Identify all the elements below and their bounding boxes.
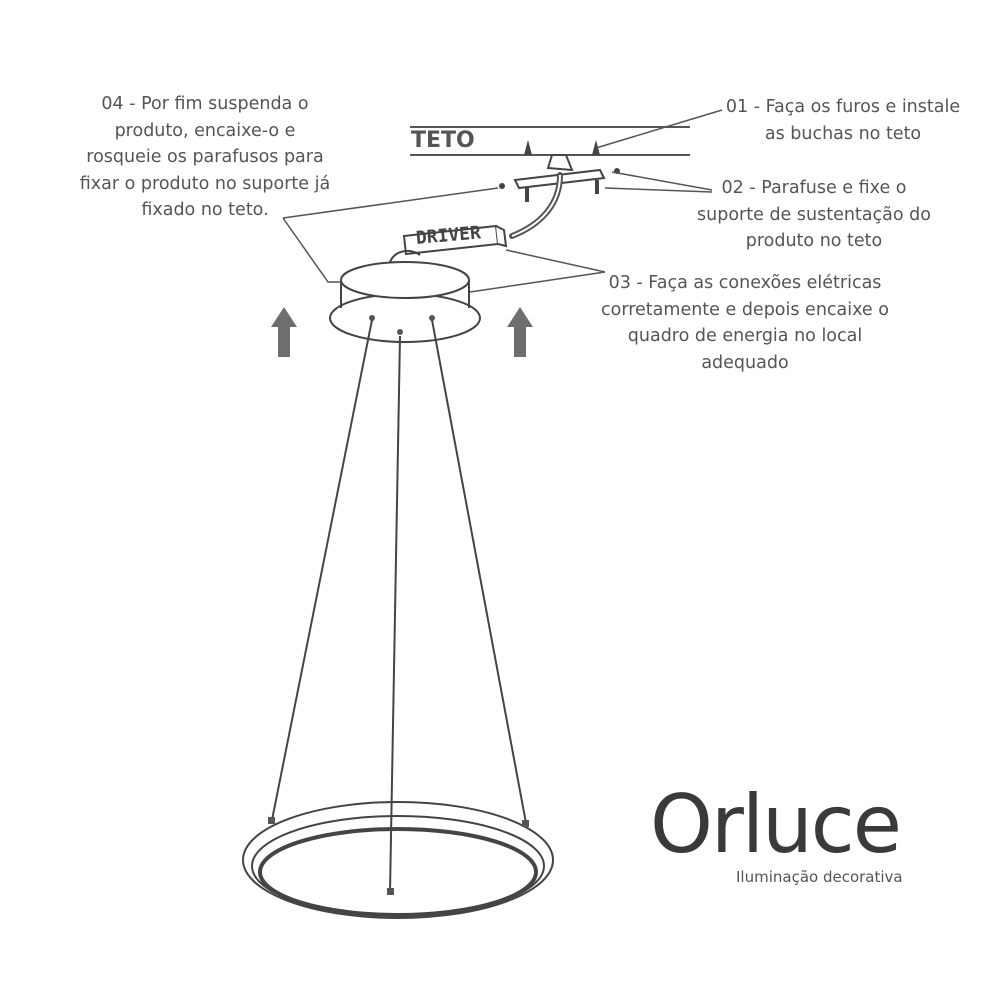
- step-line: 03 - Faça as conexões elétricas: [608, 273, 882, 293]
- step-line: produto no teto: [745, 231, 883, 251]
- step-line: 04 - Por fim suspenda o: [101, 94, 309, 114]
- step-line: produto, encaixe-o e: [114, 120, 296, 141]
- ceiling-label: TETO: [411, 128, 475, 153]
- step-line: suporte de sustentação do: [697, 204, 931, 225]
- step-04-text: [70, 91, 340, 224]
- step-01-text: [716, 94, 970, 147]
- step-line: as buchas no teto: [764, 123, 922, 144]
- leader-lines: [283, 110, 722, 292]
- step-line: 01 - Faça os furos e instale: [725, 97, 961, 117]
- step-line: corretamente e depois encaixe o: [601, 299, 889, 320]
- brand-name: Orluce: [650, 778, 900, 871]
- driver-label: DRIVER: [415, 222, 482, 249]
- step-line: 02 - Parafuse e fixe o: [721, 178, 907, 198]
- suspension-cables: [272, 320, 526, 892]
- canopy: [330, 251, 480, 342]
- step-line: rosqueie os parafusos para: [86, 147, 324, 167]
- led-ring: [243, 802, 553, 918]
- brand-tagline: Iluminação decorativa: [736, 868, 903, 886]
- step-line: fixar o produto no suporte já: [79, 173, 331, 194]
- step-line: adequado: [701, 352, 789, 373]
- brand-logo: [650, 780, 910, 890]
- step-03-text: [590, 270, 900, 376]
- wall-anchors: [524, 140, 600, 155]
- step-02-text: [688, 175, 940, 255]
- step-line: quadro de energia no local: [627, 326, 863, 346]
- step-line: fixado no teto.: [141, 200, 269, 220]
